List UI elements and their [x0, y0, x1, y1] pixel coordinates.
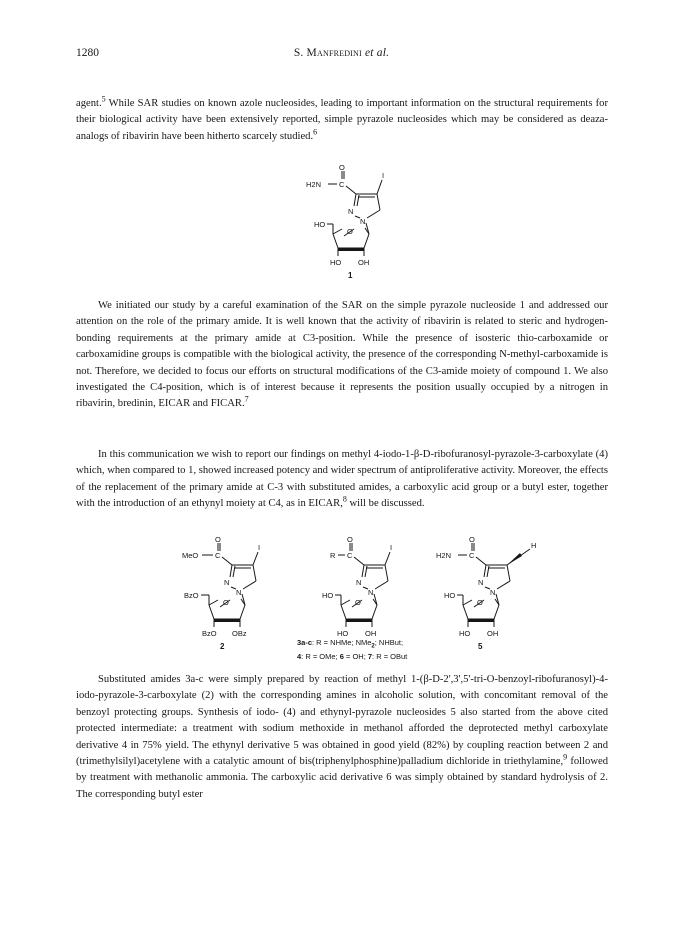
page-number: 1280	[76, 47, 99, 59]
c3-carbonyl-oxygen: O	[347, 535, 353, 544]
c3-ring-nitrogen-2: N	[356, 578, 362, 587]
paragraph-sar-study: We initiated our study by a careful examination of the SAR on the simple pyrazole nucleoside 1 and addressed our attention on the role of the primary amide. It is well known that the activity of ribavirin is related to steric and hydrogen-bonding requirements at the primary amide at C3-position. While the presence of isosteric thio-carboxamide or carboxamidine groups is compatible with the biological activity, the presence of the corresponding N-methyl-carboxamide is not. Therefore, we decided to focus our efforts on structural modifications of the C3-amide moiety of compound 1. We also investigated the C4-position, which is of interest because it represents the position usually occupied by a nitrogen in ribavirin, bredinin, EICAR and FICAR.$^7$	[76, 300, 608, 410]
c5-3-hydroxyl: OH	[487, 629, 499, 638]
ref-superscript: 5	[101, 94, 106, 104]
c1-ring-nitrogen-2: N	[348, 207, 354, 216]
ref-superscript: 8	[342, 494, 347, 504]
c1-amide-oxygen: O	[339, 163, 345, 172]
c1-iodine: I	[382, 171, 385, 180]
compound-2-label: 2	[220, 642, 225, 651]
c1-ring-oxygen: O	[347, 227, 353, 236]
compound-3-caption	[297, 638, 407, 662]
running-head-etal: et al.	[364, 47, 390, 59]
running-head	[0, 47, 683, 59]
c1-amide-nitrogen: H2N	[306, 180, 322, 189]
c2-ring-oxygen: O	[223, 598, 229, 607]
paragraph-intro-continued: agent.$^5$ While SAR studies on known azole nucleosides, leading to important information on the structural requirements for their biological activity have been extensively reported, simple pyrazole nucleosides which may be considered as deaza-analogs of ribavirin have been hitherto scarcely studied.$^6$	[76, 94, 608, 142]
c1-ring-nitrogen-1: N	[360, 217, 366, 226]
c3-5-hydroxyl: HO	[322, 591, 334, 600]
paragraph-communication: In this communication we wish to report our findings on methyl 4-iodo-1-β-D-ribofuranosyl-pyrazole-3-carboxylate (4) which, when compared to 1, showed increased potency and wider spectrum of antiproliferative activity. Moreover, the effects of the replacement of the primary amide at C-3 with substituted amides, a carboxylic acid group or a butyl ester, together with the introduction of an ethynyl moiety at C4, as in EICAR,$^8$ will be discussed.	[76, 449, 608, 510]
c5-ring-oxygen: O	[477, 598, 483, 607]
running-head-authors: S. Manfredini	[293, 47, 362, 59]
c5-ring-nitrogen-2: N	[478, 578, 484, 587]
c2-carbonyl-carbon: C	[215, 551, 221, 560]
compound-1-structure	[300, 160, 420, 280]
c5-2-hydroxyl: HO	[459, 629, 471, 638]
c2-ring-nitrogen-1: N	[236, 588, 242, 597]
ref-superscript: 9	[563, 752, 568, 762]
c2-3-benzoyloxy: OBz	[232, 629, 247, 638]
c1-carbonyl-carbon: C	[339, 180, 345, 189]
compound-2-structure	[160, 535, 280, 651]
c3-3-hydroxyl: OH	[365, 629, 377, 638]
c5-ring-nitrogen-1: N	[490, 588, 496, 597]
compound-1-label: 1	[348, 271, 353, 280]
compound-3-structure	[290, 535, 410, 640]
caption-line-1: 3a-c: R = NHMe; NMe$_2$; NHBut;	[297, 638, 404, 650]
c2-2-benzoyloxy: BzO	[202, 629, 217, 638]
c5-carbonyl-carbon: C	[469, 551, 475, 560]
c1-3-hydroxyl: OH	[358, 258, 370, 267]
c3-iodine: I	[390, 543, 393, 552]
c2-ring-nitrogen-2: N	[224, 578, 230, 587]
c5-ethynyl-hydrogen: H	[531, 541, 537, 550]
c3-carbonyl-carbon: C	[347, 551, 353, 560]
caption-line-2: 4: R = OMe; 6 = OH; 7: R = OBut	[297, 651, 408, 661]
c5-amide-nitrogen: H2N	[436, 551, 452, 560]
c5-carbonyl-oxygen: O	[469, 535, 475, 544]
c2-carbonyl-oxygen: O	[215, 535, 221, 544]
c3-ring-oxygen: O	[355, 598, 361, 607]
c3-2-hydroxyl: HO	[337, 629, 349, 638]
compound-5-label: 5	[478, 642, 483, 651]
c2-methoxy: MeO	[182, 551, 199, 560]
c5-5-hydroxyl: HO	[444, 591, 456, 600]
c2-5-benzoyloxy: BzO	[184, 591, 199, 600]
c1-5-hydroxyl: HO	[314, 220, 326, 229]
ref-superscript: 7	[244, 394, 249, 404]
ref-superscript: 6	[313, 127, 318, 137]
c3-r-group: R	[330, 551, 336, 560]
c1-2-hydroxyl: HO	[330, 258, 342, 267]
paragraph-synthesis: Substituted amides 3a-c were simply prepared by reaction of methyl 1-(β-D-2',3',5'-tri-O-benzoyl-ribofuranosyl)-4-iodo-pyrazole-3-carboxylate (2) with the corresponding amines in alcoholic solution, with concomitant removal of the benzoyl protecting groups. Synthesis of iodo- (4) and ethynyl-pyrazole nucleosides 5 also started from the above cited protected intermediate: a treatment with sodium methoxide in methanol afforded the deprotected methyl carboxylate derivative 4 in 75% yield. The ethynyl derivative 5 was obtained in good yield (82%) by coupling reaction between 2 and (trimethylsilyl)acetylene with a catalytic amount of bis(triphenylphosphine)palladium dichloride in triethylamine,$^9$ followed by treatment with methanolic ammonia. The carboxylic acid derivative 6 was simply obtained by standard hydrolysis of 2. The corresponding butyl ester	[76, 674, 608, 800]
c2-iodine: I	[258, 543, 261, 552]
c3-ring-nitrogen-1: N	[368, 588, 374, 597]
compound-5-structure	[430, 535, 560, 651]
